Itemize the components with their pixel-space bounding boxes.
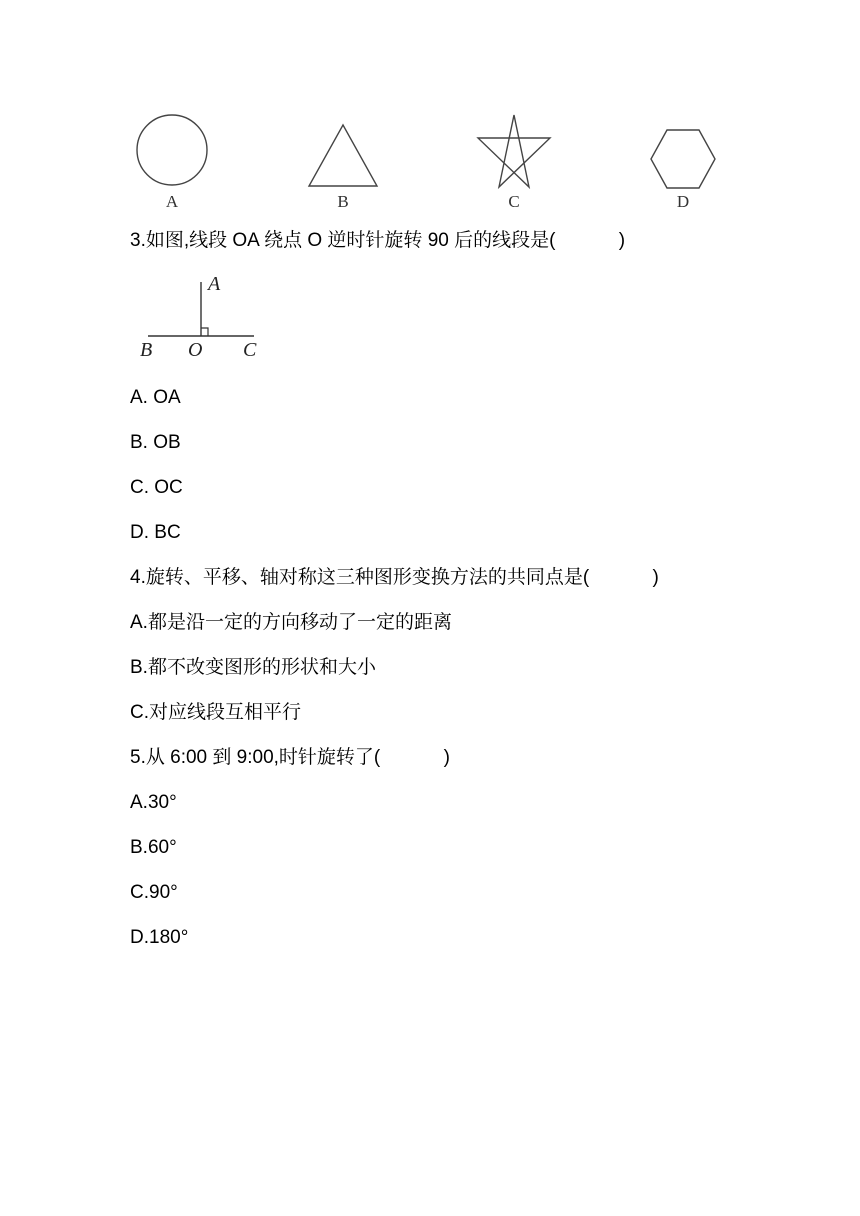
q4-option-c: C.对应线段互相平行	[130, 702, 302, 723]
shapes-figure	[0, 110, 860, 220]
shape-label-c: C	[508, 192, 520, 211]
question-4: 4.旋转、平移、轴对称这三种图形变换方法的共同点是( )	[130, 567, 659, 588]
q3-option-a: A. OA	[130, 387, 181, 408]
q4-option-a: A.都是沿一定的方向移动了一定的距离	[130, 612, 452, 633]
star-shape	[476, 110, 552, 190]
label-b: B	[140, 339, 153, 361]
triangle-shape	[305, 110, 381, 190]
q5-option-a: A.30°	[130, 792, 177, 813]
label-o: O	[188, 339, 203, 361]
q3-option-b: B. OB	[130, 432, 181, 453]
shape-label-a: A	[165, 192, 179, 211]
question-5: 5.从 6:00 到 9:00,时针旋转了( )	[130, 747, 450, 768]
shape-label-d: D	[676, 192, 690, 211]
circle-shape	[134, 110, 210, 190]
q5-option-b: B.60°	[130, 837, 177, 858]
q3-option-d: D. BC	[130, 522, 181, 543]
label-c: C	[243, 339, 257, 361]
q4-option-b: B.都不改变图形的形状和大小	[130, 657, 376, 678]
segment-figure	[130, 270, 280, 370]
hexagon-shape	[647, 110, 723, 190]
label-a: A	[208, 273, 221, 295]
q5-option-d: D.180°	[130, 927, 189, 948]
q3-option-c: C. OC	[130, 477, 183, 498]
shape-label-b: B	[337, 192, 349, 211]
question-3: 3.如图,线段 OA 绕点 O 逆时针旋转 90 后的线段是( )	[130, 230, 626, 251]
q5-option-c: C.90°	[130, 882, 178, 903]
